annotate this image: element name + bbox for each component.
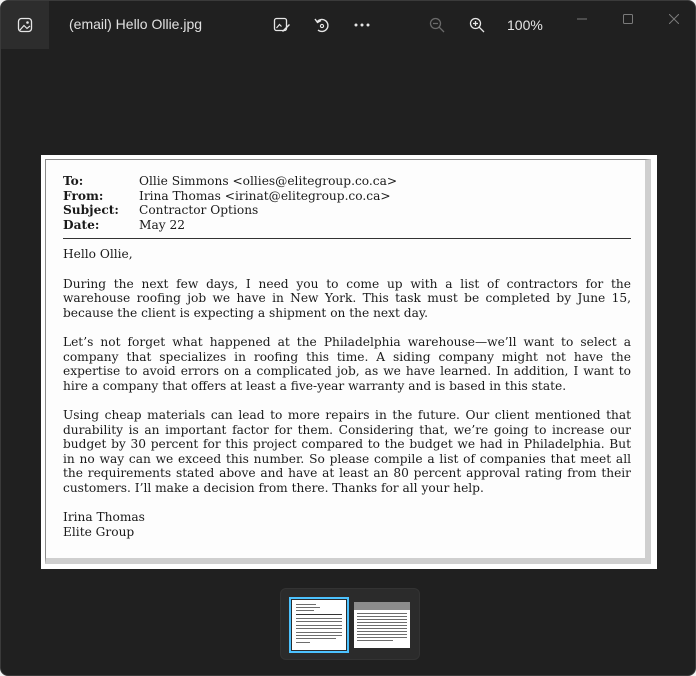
- thumb-line: [296, 618, 342, 619]
- thumb-line: [357, 628, 407, 629]
- email-document: [45, 159, 651, 564]
- header-date-value: May 22: [139, 217, 186, 232]
- header-date: [63, 218, 631, 233]
- edit-image-icon: [273, 16, 291, 34]
- header-to-label: To:: [63, 174, 84, 188]
- zoom-out-icon: [429, 17, 445, 33]
- thumbnail-other[interactable]: [354, 602, 410, 648]
- edit-image-button[interactable]: [268, 11, 296, 39]
- thumb-line: [296, 635, 342, 636]
- more-options-button[interactable]: [348, 11, 376, 39]
- email-image: [41, 155, 657, 569]
- rotate-button[interactable]: [308, 11, 336, 39]
- header-from-value: Irina Thomas <irinat@elitegroup.co.ca>: [139, 188, 391, 203]
- thumb-line: [296, 607, 320, 608]
- zoom-in-icon: [469, 17, 485, 33]
- signature-company: Elite Group: [63, 524, 135, 539]
- photos-app-icon: [17, 17, 33, 33]
- filmstrip: [280, 588, 420, 660]
- thumb-line: [357, 616, 407, 617]
- thumb-line: [357, 637, 407, 638]
- email-paragraph-2: Let’s not forget what happened at the Philadelphia warehouse—we’ll want to select a company that specializes in roofing this time. A siding company might not have the expertise to avoid errors on a complicated job, as we have learned. In addition, I want to hire a company that offers at least a five-year warranty and is based in this state.: [63, 334, 631, 393]
- email-content: [63, 174, 631, 539]
- thumb-line: [296, 625, 342, 626]
- thumbnail-current[interactable]: [292, 600, 346, 650]
- thumb-line: [357, 634, 407, 635]
- close-button[interactable]: [651, 5, 696, 33]
- minimize-button[interactable]: [559, 5, 605, 33]
- thumb-line: [357, 625, 407, 626]
- thumb-line: [357, 619, 407, 620]
- window-title: (email) Hello Ollie.jpg: [69, 16, 203, 32]
- rotate-icon: [313, 16, 331, 34]
- thumb-line: [296, 628, 342, 629]
- email-headers: [63, 174, 631, 232]
- header-date-label: Date:: [63, 217, 100, 232]
- thumb-line: [357, 631, 407, 632]
- header-subject-label: Subject:: [63, 203, 119, 218]
- close-icon: [669, 14, 679, 24]
- thumb-line: [296, 614, 342, 615]
- header-from-label: From:: [63, 188, 104, 203]
- header-from: [63, 189, 631, 204]
- thumb-header-bar: [354, 602, 410, 610]
- zoom-level[interactable]: 100%: [507, 17, 543, 33]
- thumb-line: [296, 621, 342, 622]
- email-greeting: Hello Ollie,: [63, 247, 133, 262]
- zoom-out-button[interactable]: [423, 11, 451, 39]
- maximize-button[interactable]: [605, 5, 651, 33]
- thumb-line: [357, 640, 393, 641]
- email-paragraph-3: Using cheap materials can lead to more repairs in the future. Our client mentioned that durability is an important factor for them. Considering that, we’re going to increase our budget by 30 percent for this project compared to the budget we had in Philadelphia. But in no way can we exceed this number. So please compile a list of companies that meet all the requirements stated above and have at least an 80 percent approval rating from their customers. I’ll make a decision from there. Thanks for all your help.: [63, 407, 631, 495]
- thumb-line: [296, 638, 336, 639]
- thumb-line: [296, 604, 316, 605]
- header-subject: [63, 203, 631, 218]
- title-bar: [1, 1, 695, 49]
- zoom-in-button[interactable]: [463, 11, 491, 39]
- minimize-icon: [577, 14, 587, 24]
- email-paragraph-1: During the next few days, I need you to come up with a list of contractors for the warehouse roofing job we have in New York. This task must be completed by June 15, because the client is expecting a shipment on the next day.: [63, 276, 631, 320]
- header-to: [63, 174, 631, 189]
- thumb-line: [296, 642, 310, 643]
- maximize-icon: [623, 14, 633, 24]
- thumb-line: [296, 632, 342, 633]
- header-divider: [63, 238, 631, 239]
- header-to-value: Ollie Simmons <ollies@elitegroup.co.ca>: [139, 174, 398, 188]
- signature-name: Irina Thomas: [63, 510, 145, 525]
- thumb-line: [357, 613, 407, 614]
- image-canvas[interactable]: [1, 49, 695, 577]
- thumb-line: [296, 610, 314, 611]
- header-subject-value: Contractor Options: [139, 203, 259, 218]
- app-icon[interactable]: [1, 1, 49, 49]
- more-icon: [353, 22, 371, 28]
- thumb-line: [357, 622, 407, 623]
